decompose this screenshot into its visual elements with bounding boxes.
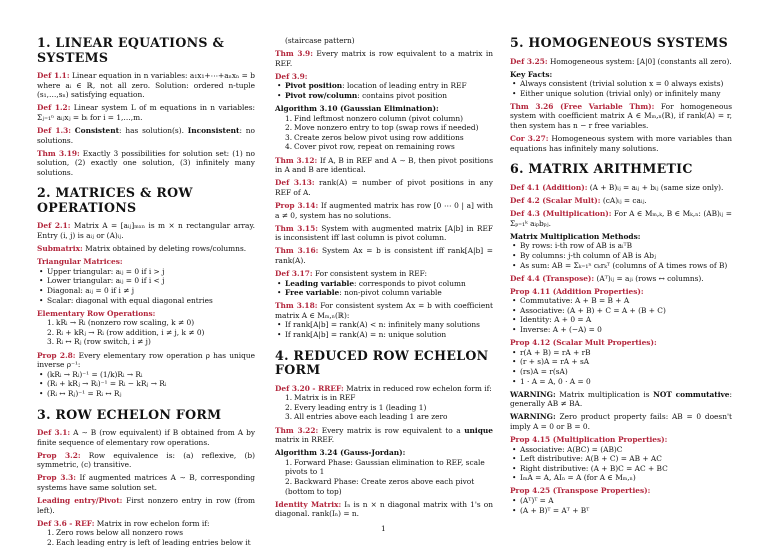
section-1-title: 1. LINEAR EQUATIONS & SYSTEMS: [37, 35, 225, 65]
prop-3-3: Prop 3.3: If augmented matrices A ∼ B, corresponding systems have same solution set.: [37, 473, 255, 492]
list-item: • Scalar: diagonal with equal diagonal entries: [47, 296, 255, 306]
thm-3-26: Thm 3.26 (Free Variable Thm): For homogeneous system with coefficient matrix A ∈ Mₘ,ₙ(ℝ), if rank(A) = r, then system has n − r free variables.: [510, 101, 732, 131]
leading-entry: Leading entry/Pivot: First nonzero entry in row (from left).: [37, 496, 256, 515]
ero-heading: Elementary Row Operations:: [37, 308, 156, 318]
def-3-20-list: [275, 393, 493, 422]
list-item: 1. kRᵢ → Rᵢ (nonzero row scaling, k ≠ 0): [47, 318, 195, 328]
def-3-9: Def 3.9:: [275, 71, 308, 81]
def-1-1: Def 1.1: Linear equation in n variables: a₁x₁+⋯+aₙxₙ = b where aᵢ ∈ ℝ, not all zero. Solution: ordered n-tuple (s₁,…,sₙ) satisfying equation.: [37, 71, 255, 100]
list-item: • Always consistent (trivial solution x = 0 always exists): [520, 79, 732, 89]
prop-4-12: Prop 4.12 (Scalar Mult Properties):: [510, 338, 657, 348]
key-facts-heading: Key Facts:: [510, 69, 553, 79]
algorithm-3-10-title: Algorithm 3.10 (Gaussian Elimination):: [275, 104, 439, 114]
column-1: [37, 36, 255, 551]
triangular-list: [37, 267, 255, 305]
def-3-17-list: [275, 279, 493, 298]
def-1-2: Def 1.2: Linear system L of m equations in n variables: Σⱼ₌₁ⁿ aᵢⱼxⱼ = bᵢ for i = 1,…,m.: [37, 103, 255, 122]
algorithm-3-24-list: [275, 458, 493, 496]
list-item: • (Aᵀ)ᵀ = A: [520, 496, 732, 506]
thm-3-15: Thm 3.15: System with augmented matrix [A|b] in REF is inconsistent iff last column is pivot column.: [275, 223, 493, 243]
list-item: • Free variable: non-pivot column variable: [285, 288, 493, 298]
def-4-2: Def 4.2 (Scalar Mult): (cA)ᵢⱼ = caᵢⱼ.: [510, 195, 647, 205]
thm-3-12: Thm 3.12: If A, B in REF and A ∼ B, then pivot positions in A and B are identical.: [275, 155, 493, 175]
prop-2-8-list: [37, 370, 255, 399]
def-2-1: Def 2.1: Matrix A = [aᵢⱼ]ₘₓₙ is m × n rectangular array. Entry (i, j) is aᵢⱼ or (A)ᵢⱼ.: [37, 221, 255, 241]
list-item: 2. Each leading entry is left of leading entries below it: [47, 537, 251, 547]
list-item: 2. Every leading entry is 1 (leading 1): [285, 402, 427, 412]
list-item: • IₘA = A, AIₙ = A (for A ∈ Mₘ,ₙ): [520, 473, 732, 483]
list-item: • Left distributive: A(B + C) = AB + AC: [520, 454, 732, 464]
list-item: • (A + B)ᵀ = Aᵀ + Bᵀ: [520, 506, 732, 516]
list-item: • Upper triangular: aᵢⱼ = 0 if i > j: [47, 267, 255, 277]
list-item: • Associative: A(BC) = (AB)C: [520, 445, 732, 455]
prop-4-25: Prop 4.25 (Transpose Properties):: [510, 486, 651, 496]
list-item: • Pivot row/column: contains pivot position: [285, 91, 493, 101]
thm-3-9: Thm 3.9: Every matrix is row equivalent to a matrix in REF.: [275, 49, 493, 68]
list-item: • (r + s)A = rA + sA: [520, 357, 732, 367]
algorithm-3-24-title: Algorithm 3.24 (Gauss-Jordan):: [275, 448, 406, 458]
prop-4-11-list: [510, 296, 732, 334]
list-item: • Leading variable: corresponds to pivot column: [285, 279, 493, 289]
list-item: • By columns: j-th column of AB is Abⱼ: [520, 251, 732, 261]
list-item: 1. Matrix is in REF: [285, 393, 356, 403]
list-item: 2. Backward Phase: Create zeros above each pivot (bottom to top): [285, 476, 475, 496]
column-2: [275, 36, 493, 522]
prop-4-25-list: [510, 496, 732, 515]
list-item: • r(A + B) = rA + rB: [520, 348, 732, 358]
prop-2-8: Prop 2.8: Every elementary row operation ρ has unique inverse ρ⁻¹:: [37, 350, 255, 370]
def-3-9-list: [275, 81, 493, 100]
list-item: 4. Cover pivot row, repeat on remaining rows: [285, 142, 455, 152]
warning-commutative: WARNING: Matrix multiplication is NOT commutative: generally AB ≠ BA.: [510, 389, 732, 409]
list-item: • By rows: i-th row of AB is aᵢᵀB: [520, 241, 732, 251]
list-item: • Either unique solution (trivial only) or infinitely many: [520, 89, 732, 99]
list-item: 1. Find leftmost nonzero column (pivot column): [285, 113, 464, 123]
thm-3-16: Thm 3.16: System Ax = b is consistent iff rank[A|b] = rank(A).: [275, 246, 493, 265]
list-item: • As sum: AB = Σₖ₌₁ⁿ cₖrₖᵀ (columns of A times rows of B): [520, 261, 732, 271]
continuation: (staircase pattern): [285, 36, 355, 45]
list-item: • Lower triangular: aᵢⱼ = 0 if i < j: [47, 276, 255, 286]
def-3-6-list: [37, 528, 255, 547]
list-item: • Associative: (A + B) + C = A + (B + C): [520, 306, 732, 316]
column-3: [510, 36, 732, 519]
section-3-title: 3. ROW ECHELON FORM: [37, 406, 222, 422]
list-item: • 1 · A = A, 0 · A = 0: [520, 377, 732, 387]
prop-3-2: Prop 3.2: Row equivalence is: (a) reflexive, (b) symmetric, (c) transitive.: [37, 450, 255, 470]
algorithm-3-10-list: [275, 114, 493, 152]
list-item: • Inverse: A + (−A) = 0: [520, 325, 732, 335]
list-item: • Identity: A + 0 = A: [520, 315, 732, 325]
list-item: • (kRᵢ → Rᵢ)⁻¹ = (1/k)Rᵢ → Rᵢ: [47, 370, 255, 380]
def-4-3: Def 4.3 (Multiplication): For A ∈ Mₘ,ₖ, B ∈ Mₖ,ₙ: (AB)ᵢⱼ = Σₚ₌₁ᵏ aᵢₚbₚⱼ.: [510, 209, 732, 228]
def-3-13: Def 3.13: rank(A) = number of pivot positions in any REF of A.: [275, 178, 493, 197]
submatrix: Submatrix: Matrix obtained by deleting rows/columns.: [37, 244, 247, 254]
identity-matrix: Identity Matrix: Iₙ is n × n diagonal matrix with 1's on diagonal. rank(Iₙ) = n.: [275, 499, 493, 519]
page-number: 1: [381, 524, 386, 533]
triangular-heading: Triangular Matrices:: [37, 257, 123, 267]
section-6-title: 6. MATRIX ARITHMETIC: [510, 161, 693, 177]
thm-3-18-list: [275, 320, 493, 339]
cor-3-27: Cor 3.27: Homogeneous system with more variables than equations has infinitely many solutions.: [510, 134, 732, 153]
def-3-6: Def 3.6 - REF: Matrix in row echelon form if:: [37, 518, 210, 528]
def-3-20: Def 3.20 - RREF: Matrix in reduced row echelon form if:: [275, 383, 492, 393]
list-item: 1. Zero rows below all nonzero rows: [47, 528, 184, 538]
def-1-3: Def 1.3: Consistent: has solution(s). Inconsistent: no solutions.: [37, 125, 255, 145]
prop-4-15-list: [510, 445, 732, 483]
list-item: 3. Rᵢ ↔ Rⱼ (row switch, i ≠ j): [47, 337, 151, 347]
list-item: • (Rᵢ ↔ Rⱼ)⁻¹ = Rᵢ ↔ Rⱼ: [47, 389, 255, 399]
def-3-1: Def 3.1: A ∼ B (row equivalent) if B obtained from A by finite sequence of elementary row operations.: [37, 428, 255, 447]
list-item: • If rank[A|b] = rank(A) = n: unique solution: [285, 330, 493, 340]
list-item: • (Rᵢ + kRⱼ → Rᵢ)⁻¹ = Rᵢ − kRⱼ → Rᵢ: [47, 379, 255, 389]
list-item: • If rank[A|b] = rank(A) < n: infinitely many solutions: [285, 320, 493, 330]
key-facts-list: [510, 79, 732, 98]
prop-4-12-list: [510, 348, 732, 386]
warning-zero-product: WARNING: Zero product property fails: AB = 0 doesn't imply A = 0 or B = 0.: [510, 412, 732, 431]
section-5-title: 5. HOMOGENEOUS SYSTEMS: [510, 35, 728, 50]
list-item: • Commutative: A + B = B + A: [520, 296, 732, 306]
section-4-title: 4. REDUCED ROW ECHELON FORM: [275, 347, 489, 378]
ero-list: [37, 318, 255, 347]
list-item: • (rs)A = r(sA): [520, 367, 732, 377]
thm-3-22: Thm 3.22: Every matrix is row equivalent to a unique matrix in RREF.: [275, 425, 493, 445]
list-item: 2. Move nonzero entry to top (swap rows if needed): [285, 123, 479, 133]
mult-methods-list: [510, 241, 732, 270]
def-4-4: Def 4.4 (Transpose): (Aᵀ)ᵢⱼ = aⱼᵢ (rows ↔ columns).: [510, 273, 704, 283]
list-item: 1. Forward Phase: Gaussian elimination to REF, scale pivots to 1: [285, 457, 485, 477]
list-item: • Pivot position: location of leading entry in REF: [285, 81, 493, 91]
section-2-title: 2. MATRICES & ROW OPERATIONS: [37, 185, 193, 215]
thm-3-18: Thm 3.18: For consistent system Ax = b with coefficient matrix A ∈ Mₘ,ₙ(ℝ):: [275, 301, 493, 320]
prop-3-14: Prop 3.14: If augmented matrix has row [0 ⋯ 0 | a] with a ≠ 0, system has no solutions.: [275, 200, 493, 220]
list-item: 2. Rᵢ + kRⱼ → Rᵢ (row addition, i ≠ j, k ≠ 0): [47, 327, 205, 337]
prop-4-15: Prop 4.15 (Multiplication Properties):: [510, 435, 668, 444]
list-item: 3. Create zeros below pivot using row additions: [285, 132, 464, 142]
def-3-17: Def 3.17: For consistent system in REF:: [275, 268, 427, 278]
def-4-1: Def 4.1 (Addition): (A + B)ᵢⱼ = aᵢⱼ + bᵢⱼ (same size only).: [510, 182, 724, 192]
mult-methods-heading: Matrix Multiplication Methods:: [510, 231, 641, 241]
prop-4-11: Prop 4.11 (Addition Properties):: [510, 286, 644, 296]
list-item: • Right distributive: (A + B)C = AC + BC: [520, 464, 732, 474]
def-3-25: Def 3.25: Homogeneous system: [A|0] (constants all zero).: [510, 56, 732, 66]
thm-3-19: Thm 3.19: Exactly 3 possibilities for solution set: (1) no solution, (2) exactly one solution, (3) infinitely many solutions.: [37, 148, 255, 177]
list-item: 3. All entries above each leading 1 are zero: [285, 412, 448, 422]
list-item: • Diagonal: aᵢⱼ = 0 if i ≠ j: [47, 286, 255, 296]
